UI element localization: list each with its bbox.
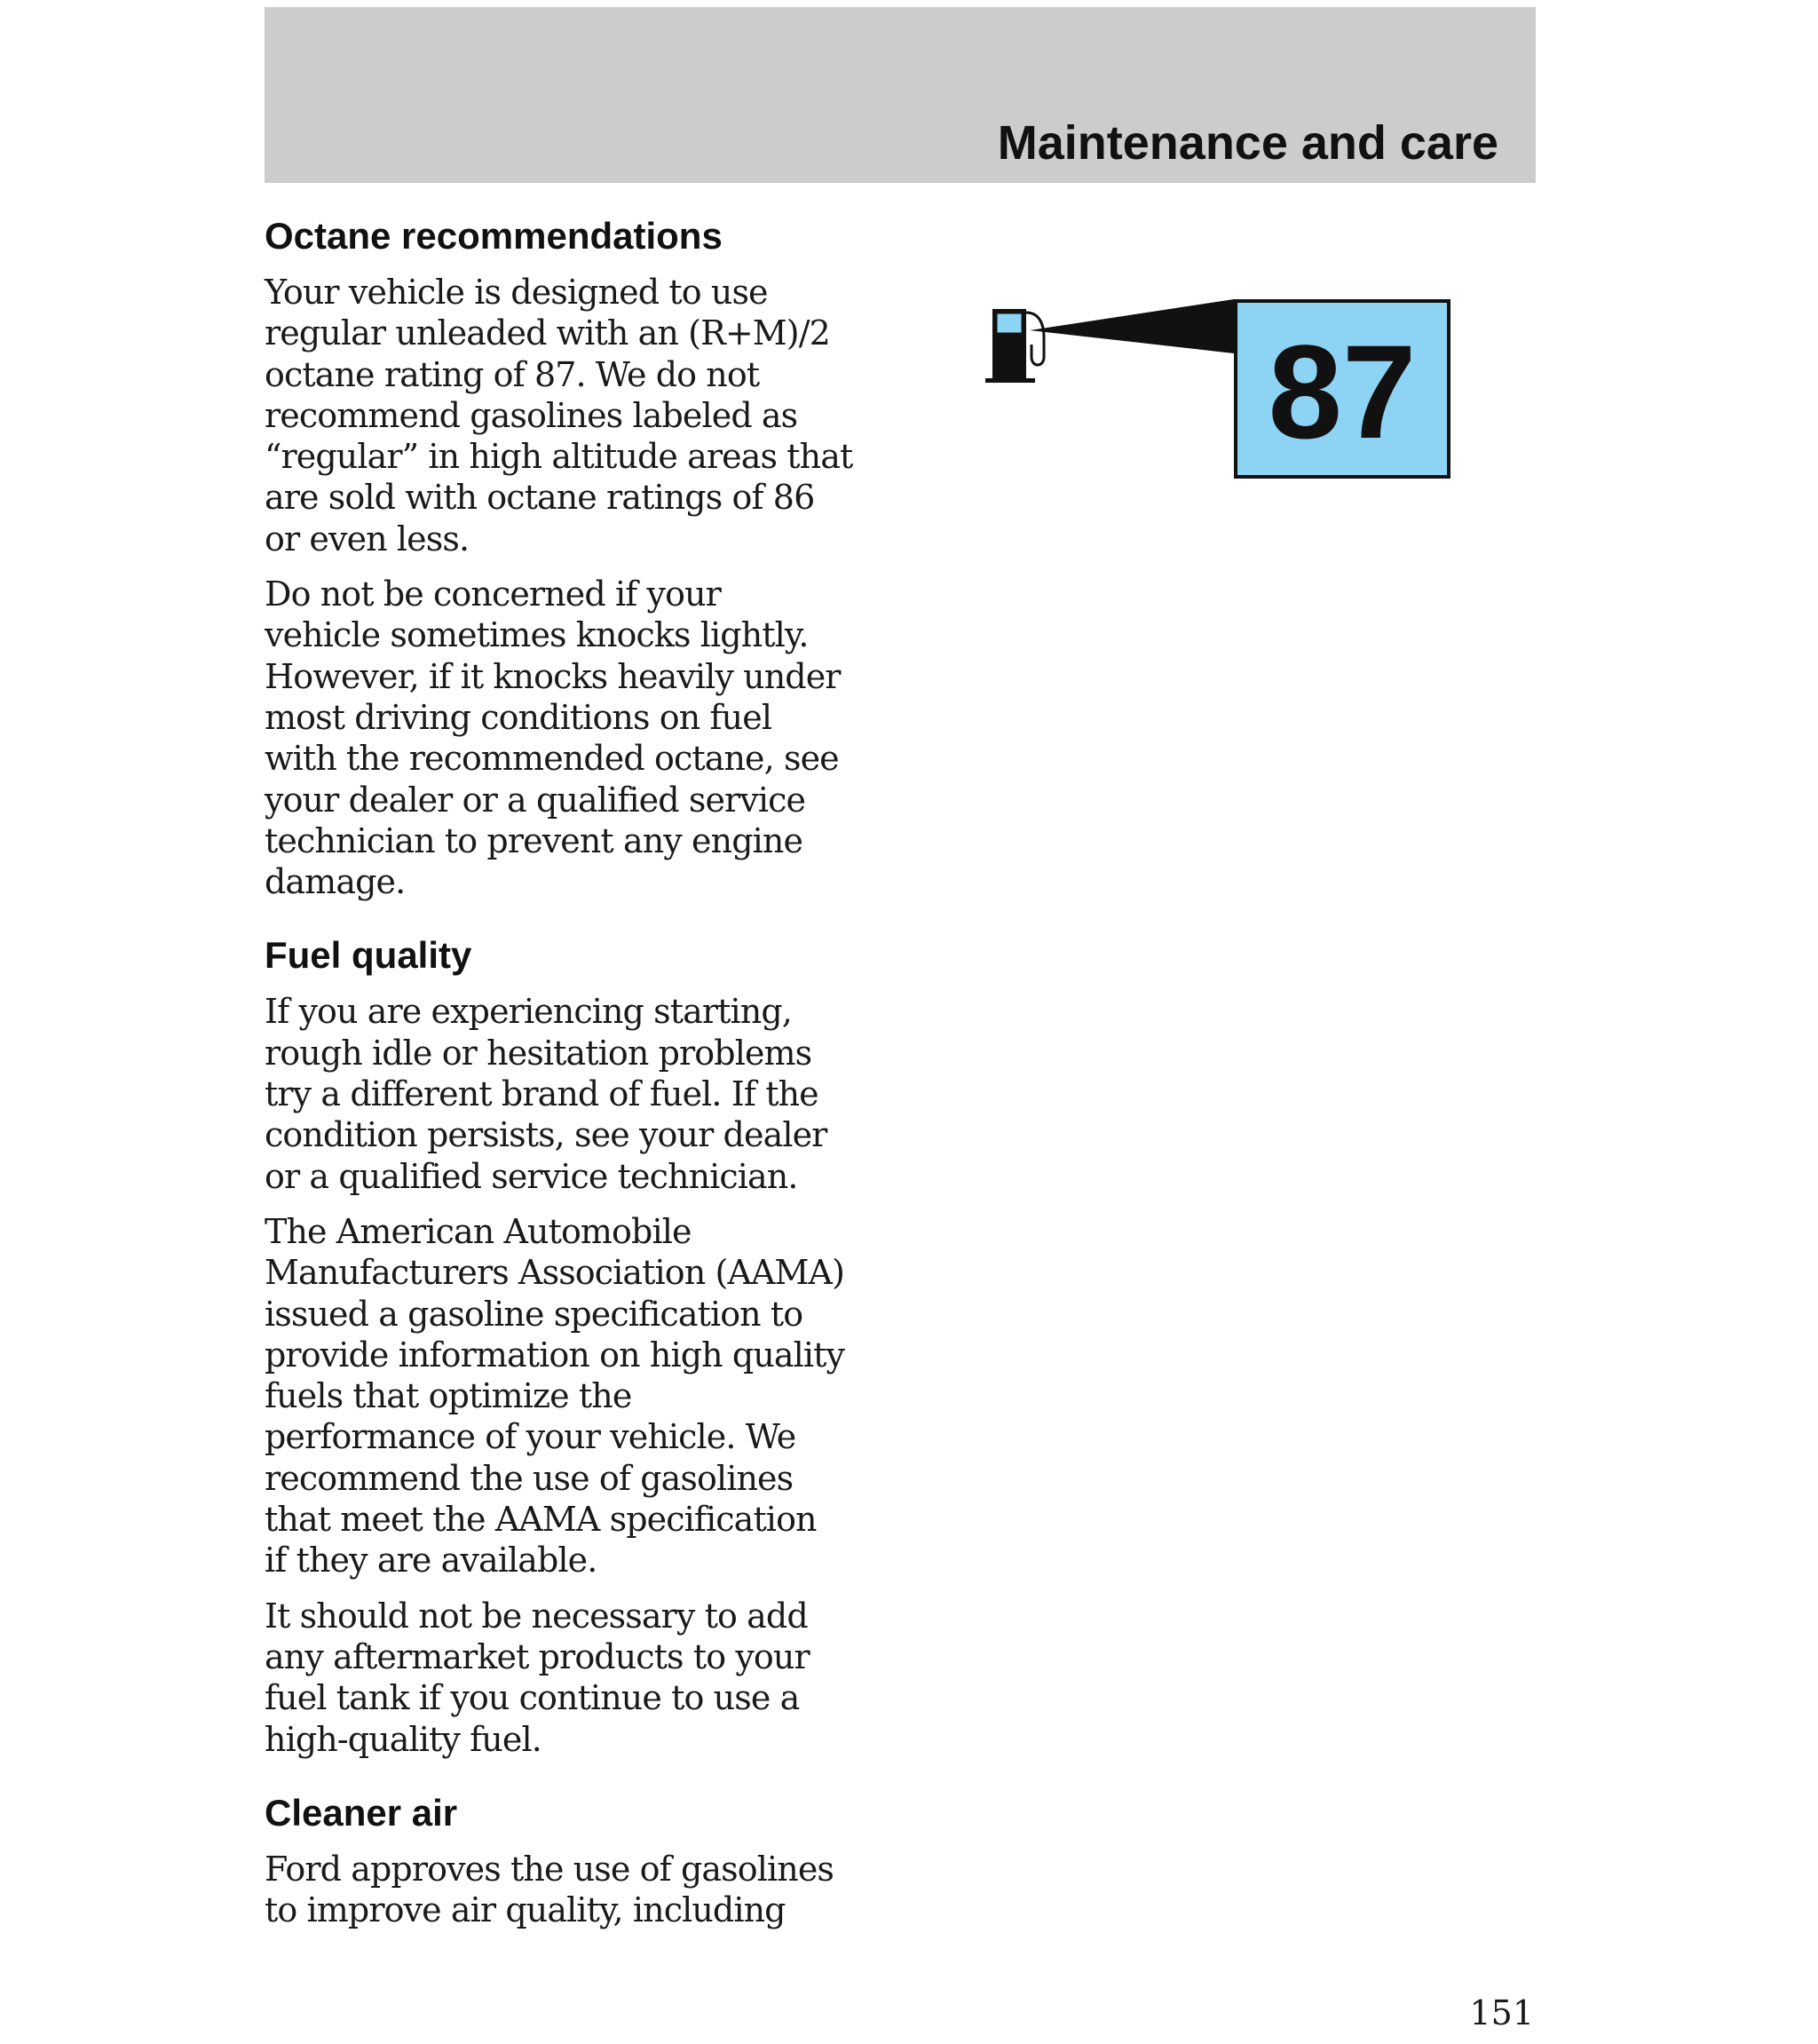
paragraph: It should not be necessary to add any aftermarket products to your fuel tank if you continue to use a high-quality fuel. <box>265 1596 810 1759</box>
heading-octane-recommendations: Octane recommendations <box>265 215 723 257</box>
header-band <box>265 7 1536 183</box>
fuel-pump-icon <box>976 293 1243 488</box>
page-number: 151 <box>1469 1993 1534 2032</box>
heading-cleaner-air: Cleaner air <box>265 1791 458 1834</box>
paragraph: If you are experiencing starting, rough idle or hesitation problems try a different brand of fuel. If the condition persists, see your dealer or a qualified service technician. <box>265 992 827 1196</box>
octane-figure <box>976 293 1465 488</box>
paragraph: Your vehicle is designed to use regular unleaded with an (R+M)/2 octane rating of 87. We do not recommend gasolines labeled as “regular” in high altitude areas that are sold with octane ratings of 86 or even less. <box>265 273 853 559</box>
paragraph: The American Automobile Manufacturers Association (AAMA) issued a gasoline specification to provide information on high quality fuels that optimize the performance of your vehicle. We recommend the use of gasolines that meet the AAMA specification if they are available. <box>265 1211 845 1581</box>
octane-rating-box <box>1234 299 1450 479</box>
octane-number: 87 <box>1268 317 1417 466</box>
paragraph: Ford approves the use of gasolines to improve air quality, including <box>265 1849 834 1930</box>
paragraph: Do not be concerned if your vehicle sometimes knocks lightly. However, if it knocks heavily under most driving conditions on fuel with the recommended octane, see your dealer or a qualified service technician to prevent any engine damage. <box>265 574 841 902</box>
heading-fuel-quality: Fuel quality <box>265 934 472 977</box>
main-column <box>265 213 904 1945</box>
page-header-title: Maintenance and care <box>997 116 1498 170</box>
